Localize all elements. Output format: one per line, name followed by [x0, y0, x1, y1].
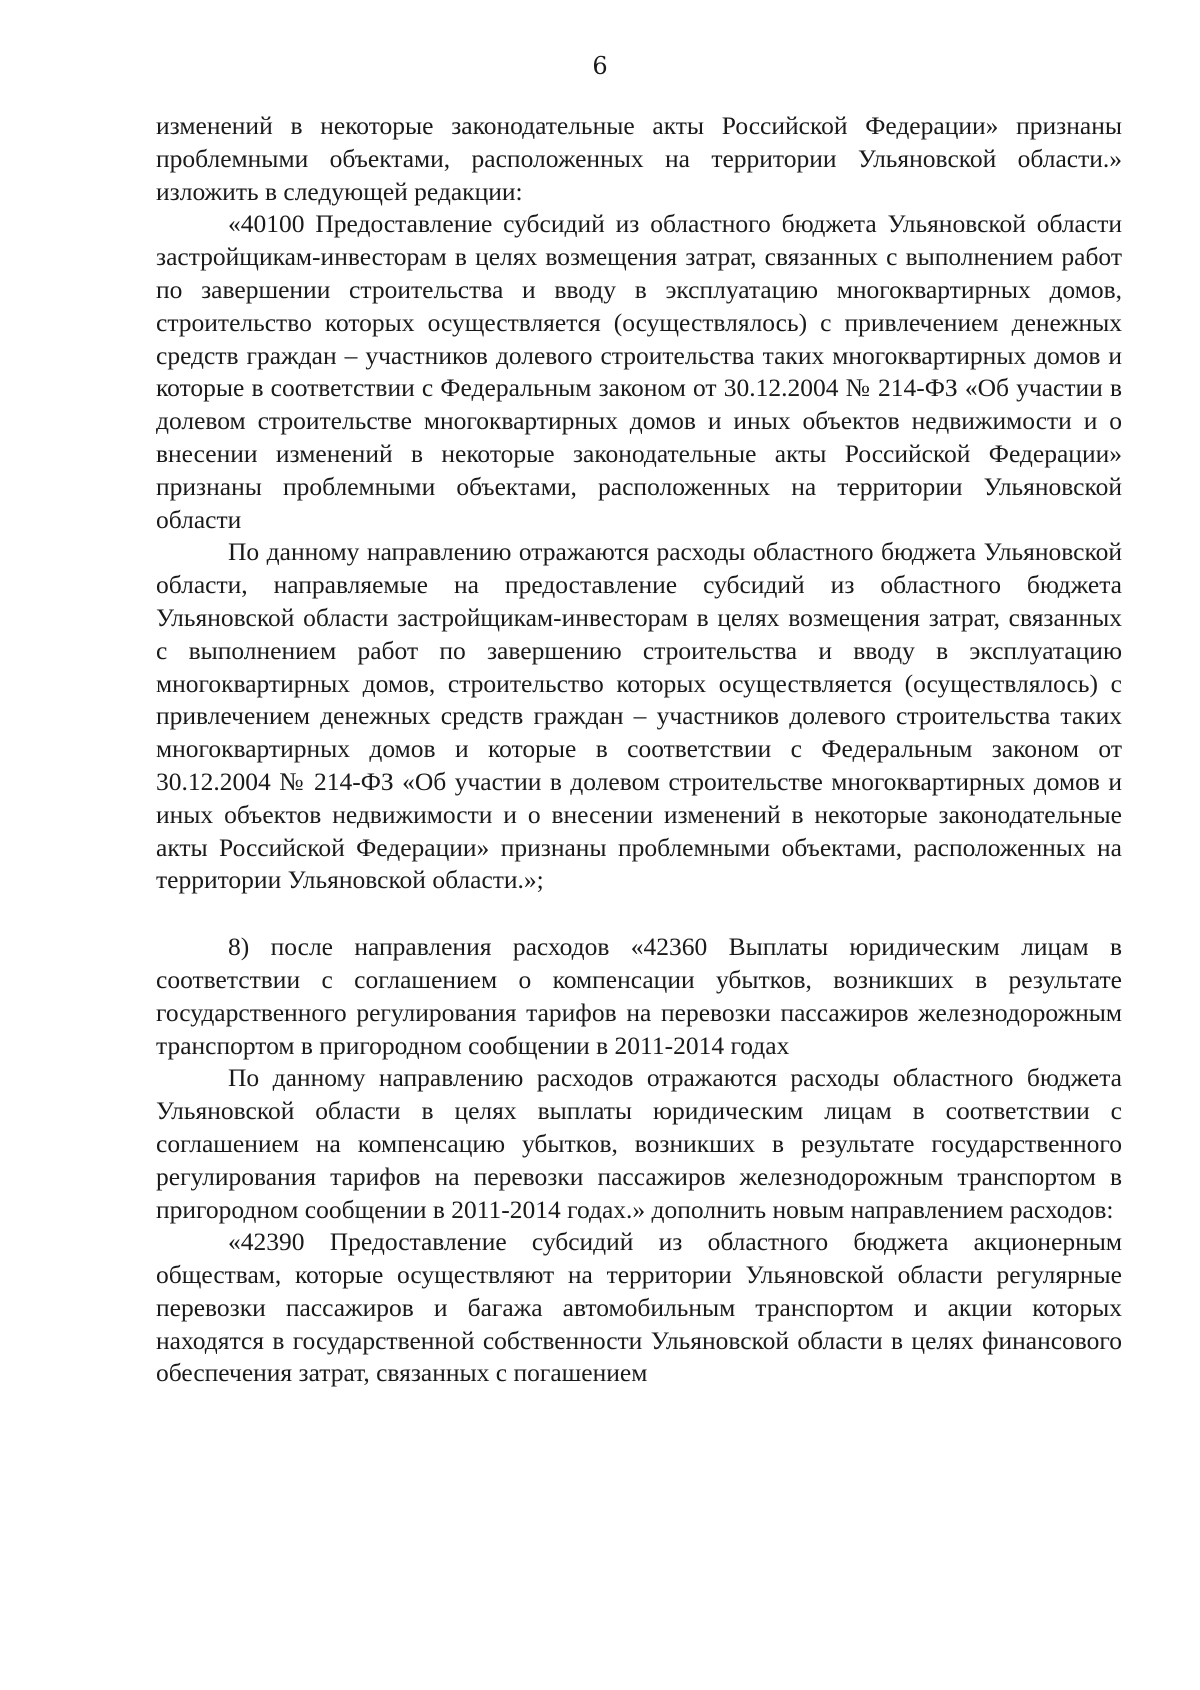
paragraph-40100-definition: «40100 Предоставление субсидий из областного бюджета Ульяновской области застройщикам-инвесторам в целях возмещения затрат, связанных с выполнением работ по завершении строительства и вводу в эксплуатацию многоквартирных домов, строительство которых осуществляется (осуществлялось) с привлечением денежных средств граждан – участников долевого строительства таких многоквартирных домов и которые в соответствии с Федеральным законом от 30.12.2004 № 214-ФЗ «Об участии в долевом строительстве многоквартирных домов и иных объектов недвижимости и о внесении изменений в некоторые законодательные акты Российской Федерации» признаны проблемными объектами, расположенных на территории Ульяновской области — [156, 209, 1122, 534]
paragraph-42360-description: По данному направлению расходов отражаются расходы областного бюджета Ульяновской области в целях выплаты юридическим лицам в соответствии с соглашением на компенсацию убытков, возникших в результате государственного регулирования тарифов на перевозки пассажиров железнодорожным транспортом в пригородном сообщении в 2011-2014 годах.» дополнить новым направлением расходов: — [156, 1063, 1122, 1224]
paragraph-continuation: изменений в некоторые законодательные акты Российской Федерации» признаны проблемными объектами, расположенных на территории Ульяновской области.» изложить в следующей редакции: — [156, 111, 1122, 206]
page-number: 6 — [592, 52, 608, 80]
document-body — [156, 110, 1122, 1390]
paragraph-42390-definition: «42390 Предоставление субсидий из областного бюджета акционерным обществам, которые осуществляют на территории Ульяновской области регулярные перевозки пассажиров и багажа автомобильным транспортом и акции которых находятся в государственной собственности Ульяновской области в целях финансового обеспечения затрат, связанных с погашением — [156, 1227, 1122, 1388]
paragraph-item-8: 8) после направления расходов «42360 Выплаты юридическим лицам в соответствии с соглашением о компенсации убытков, возникших в результате государственного регулирования тарифов на перевозки пассажиров железнодорожным транспортом в пригородном сообщении в 2011-2014 годах — [156, 932, 1122, 1060]
paragraph-40100-description: По данному направлению отражаются расходы областного бюджета Ульяновской области, направляемые на предоставление субсидий из областного бюджета Ульяновской области застройщикам-инвесторам в целях возмещения затрат, связанных с выполнением работ по завершению строительства и вводу в эксплуатацию многоквартирных домов, строительство которых осуществляется (осуществлялось) с привлечением денежных средств граждан – участников долевого строительства таких многоквартирных домов и которые в соответствии с Федеральным законом от 30.12.2004 № 214-ФЗ «Об участии в долевом строительстве многоквартирных домов и иных объектов недвижимости и о внесении изменений в некоторые законодательные акты Российской Федерации» признаны проблемными объектами, расположенных на территории Ульяновской области.»; — [156, 537, 1122, 895]
